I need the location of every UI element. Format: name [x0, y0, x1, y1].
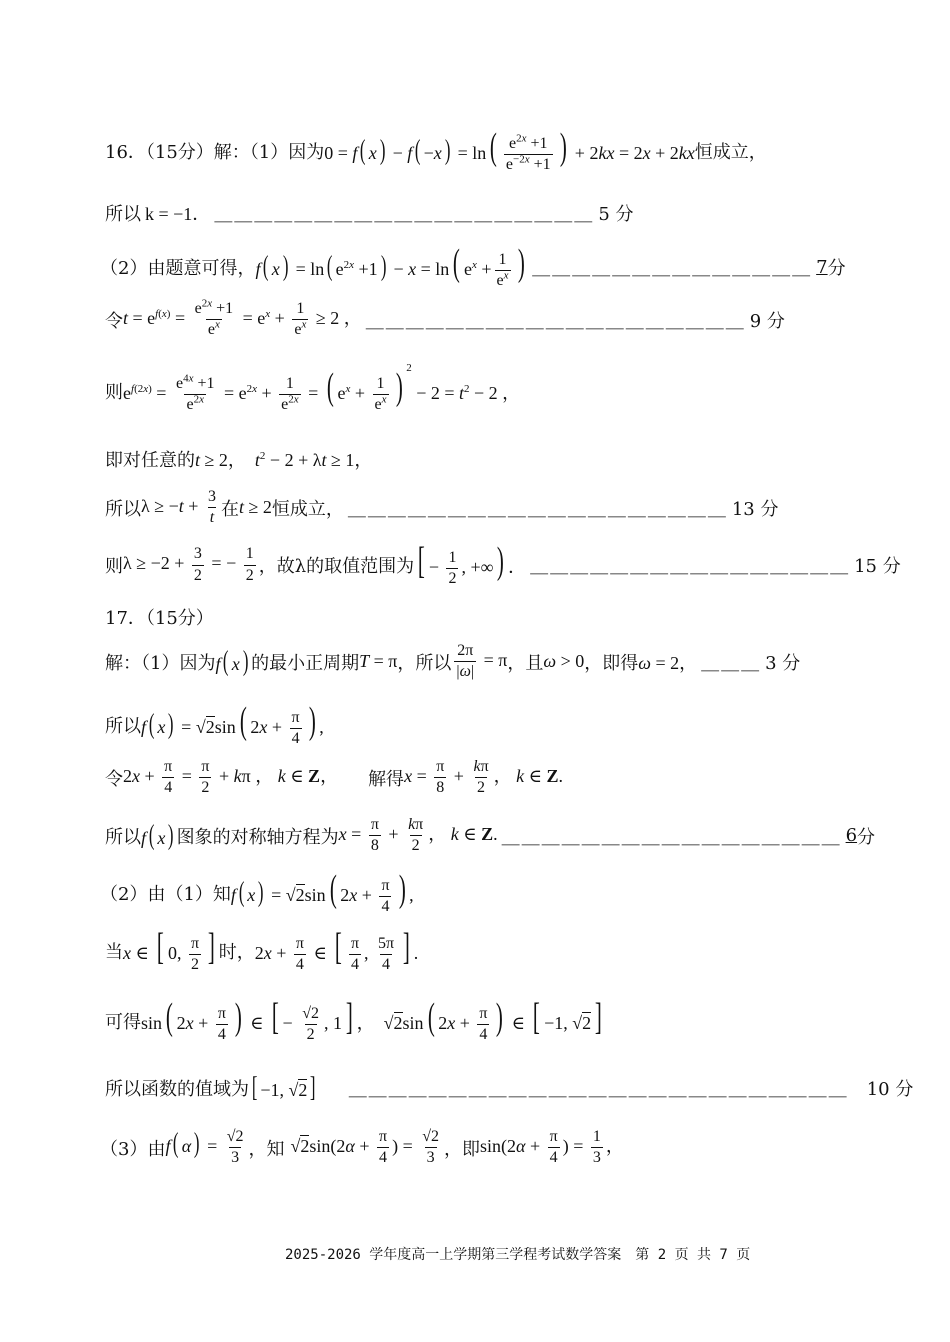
text: 则: [105, 382, 123, 404]
text: 17．（15分）: [105, 608, 214, 629]
formula: sin(2α + $\frac{\pi}{4}$ ) = $\frac{1}{3}$ ，: [480, 1128, 624, 1167]
text: ，且: [507, 652, 544, 674]
formula: $\frac{2\pi}{|\omega|}$ = π: [456, 642, 508, 681]
score: 5 分: [598, 204, 634, 225]
text: 解：（1）因为: [105, 652, 216, 674]
formula: 2x + $\frac{\pi}{4}$ ∈ [ $\frac{\pi}{4}$ , $\frac{5\pi}{4}$ ] .: [254, 926, 419, 974]
q16-head-tail: 恒成立，: [694, 142, 767, 164]
formula: $t = e^{f(x)}$ = $\frac{e^{2x} +1}{e^x}$ = $e^x$ + $\frac{1}{e^x}$ ≥ 2 ，: [123, 297, 362, 339]
text: （2）由题意可得，: [100, 258, 256, 280]
score: 10 分: [866, 1079, 914, 1100]
formula: [ − $\frac{1}{2}$ , +∞ ) ．: [418, 540, 527, 588]
dash-leader: ＿＿＿＿＿＿＿＿＿＿＿＿＿＿＿＿＿＿＿＿＿＿＿＿＿: [348, 1079, 849, 1100]
dash-leader: ＿＿＿＿＿＿＿＿＿＿＿＿＿＿: [532, 258, 813, 280]
text: 图象的对称轴方程为: [176, 826, 339, 848]
dash-leader: ＿＿＿＿＿＿＿＿＿＿＿＿＿＿＿＿: [530, 556, 851, 578]
q16-so: [105, 488, 778, 528]
formula: 0 = f ( x ) − f ( −x ) = ln ( $\frac{e^{2x} +1}{e^{-2x} +1}$ ) + 2kx = 2x + 2kx: [324, 126, 695, 174]
q17-part-3: [100, 1128, 624, 1168]
formula: x = $\frac{\pi}{8}$ + $\frac{k\pi}{2}$ ， k ∈ Z.: [338, 816, 498, 855]
formula: x ∈ [ 0, $\frac{\pi}{2}$ ]: [123, 926, 215, 974]
formula: λ ≥ −t + $\frac{3}{t}$: [141, 488, 216, 527]
formula: f ( x ) = √2sin ( 2x + $\frac{\pi}{4}$ ) ,: [230, 868, 414, 916]
formula: sin ( 2x + $\frac{\pi}{4}$ ) ∈ [ − $\frac{√2}{2}$ , 1 ] ， √2sin ( 2x + $\frac{\pi}{4}$ ) ∈ [ −1, √2 ]: [141, 996, 602, 1044]
formula: ω = 2，: [638, 652, 698, 673]
q17-so: [105, 702, 324, 749]
q16-result: [105, 542, 901, 589]
q16-let-t: [105, 297, 785, 340]
dash-leader: ＿＿＿＿＿＿＿＿＿＿＿＿＿＿＿＿＿＿＿: [347, 498, 728, 520]
score: 9 分: [749, 310, 785, 332]
formula: f ( α ) = $\frac{√2}{3}$: [165, 1128, 244, 1167]
q16-part-2: [100, 244, 846, 291]
text: （3）由: [100, 1138, 166, 1160]
text: ，所以: [397, 652, 452, 674]
text: 所以: [105, 204, 141, 225]
formula: k = −1．: [145, 204, 211, 224]
score: 15 分: [854, 556, 901, 578]
page-footer: 2025-2026 学年度高一上学期第三学程考试数学答案 第 2 页 共 7 页: [285, 1247, 751, 1263]
score: 7: [816, 256, 828, 278]
q16-line-2: [105, 200, 634, 226]
text: 即对任意的: [105, 450, 195, 471]
q16-any: [105, 446, 372, 472]
formula: ω > 0: [543, 651, 585, 672]
formula: f ( x ) = ln ( $e^{2x} +1$ ) − x = ln ( $e^x$ + $\frac{1}{e^x}$ ): [255, 242, 525, 290]
formula: f ( x ): [215, 645, 249, 677]
q17-part-2: [100, 870, 414, 917]
text: 所以: [105, 826, 141, 848]
text: 在: [220, 498, 239, 520]
text: 可得: [105, 1012, 141, 1034]
q16-then: [105, 362, 521, 415]
dash-leader: ＿＿＿: [701, 652, 762, 674]
text: 恒成立，: [271, 498, 344, 520]
q17-part-1: [105, 642, 800, 682]
text: 所以函数的值域为: [105, 1079, 249, 1100]
q17-axis: [105, 816, 875, 856]
score: 13 分: [731, 498, 779, 520]
q17-when: [105, 928, 418, 975]
formula: T = π: [359, 651, 398, 672]
score: 3 分: [765, 652, 801, 674]
formula: f ( x ): [141, 819, 174, 851]
dash-leader: ＿＿＿＿＿＿＿＿＿＿＿＿＿＿＿＿＿: [501, 826, 842, 848]
text: 令: [105, 768, 123, 790]
formula: f ( x ) = √2sin ( 2x + $\frac{\pi}{4}$ ) ,: [141, 700, 324, 748]
text: ，即: [444, 1138, 481, 1160]
text: 所以: [105, 716, 141, 738]
q17-can: [105, 998, 606, 1045]
dash-leader: ＿＿＿＿＿＿＿＿＿＿＿＿＿＿＿＿＿＿＿: [214, 204, 595, 225]
formula: [ −1, √2 ]: [251, 1072, 316, 1103]
score-unit: 分: [827, 258, 846, 280]
text: 解得: [368, 768, 405, 790]
dash-leader: ＿＿＿＿＿＿＿＿＿＿＿＿＿＿＿＿＿＿＿: [365, 310, 746, 332]
formula: 2x + $\frac{\pi}{4}$ = $\frac{\pi}{2}$ + kπ ， k ∈ Z，: [123, 758, 339, 797]
q17-let: [105, 758, 563, 798]
formula: t ≥ 2: [238, 497, 272, 518]
text: 令: [105, 310, 123, 332]
text: （2）由（1）知: [100, 884, 231, 906]
q16-head: 16．（15分）解：（1）因为: [105, 142, 325, 164]
text: 时，: [218, 942, 255, 964]
text: 所以: [105, 498, 141, 520]
q16-line-1: [105, 128, 767, 175]
text: 则: [105, 556, 123, 578]
score-unit: 分: [857, 826, 876, 848]
formula: √2sin(2α + $\frac{\pi}{4}$ ) = $\frac{√2}{3}$: [290, 1128, 440, 1167]
formula: x = $\frac{\pi}{8}$ + $\frac{k\pi}{2}$ ， k ∈ Z.: [404, 758, 563, 797]
formula: $e^{f(2x)}$ = $\frac{e^{4x} +1}{e^{2x}}$ = $e^{2x}$ + $\frac{1}{e^{2x}}$ = ( $e^x$ + $\frac{1}{e^x}$ ) $^2 - 2 = t^2 - 2$ ，: [123, 362, 521, 414]
text: ，知: [248, 1138, 285, 1160]
text: ，故λ的取值范围为: [258, 556, 415, 578]
score: 6: [845, 825, 858, 847]
formula: λ ≥ −2 + $\frac{3}{2}$ = − $\frac{1}{2}$: [123, 545, 254, 584]
q17-title: [105, 604, 214, 630]
text: 当: [105, 942, 123, 964]
q17-range: [105, 1074, 913, 1102]
text: ，即得: [584, 652, 639, 674]
formula: t ≥ 2， $t^2 - 2 + \lambda t \ge 1$，: [195, 450, 373, 470]
text: 的最小正周期: [251, 652, 360, 674]
